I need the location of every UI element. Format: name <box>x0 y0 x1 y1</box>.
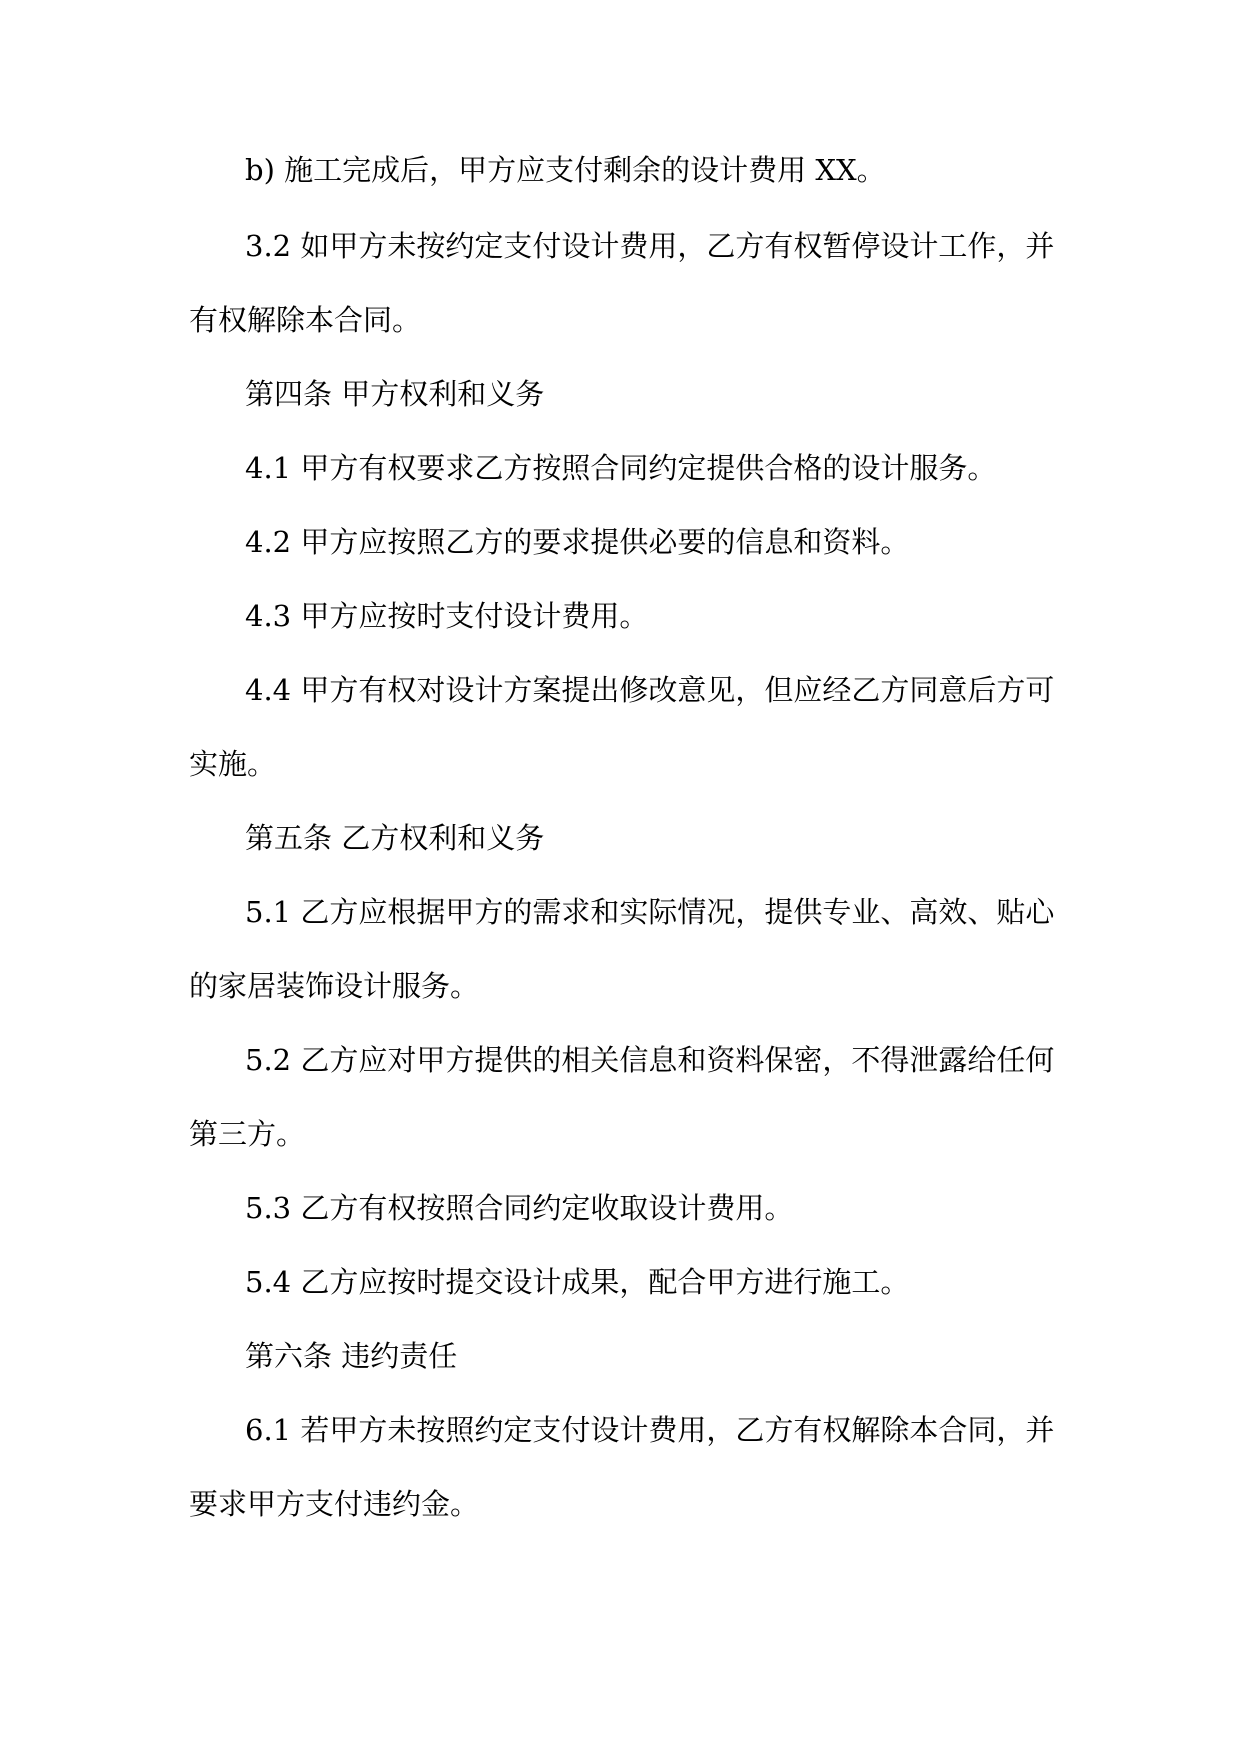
clause-5-2-line-1: 5.2 乙方应对甲方提供的相关信息和资料保密，不得泄露给任何 <box>245 1043 1055 1077</box>
clause-5-1-line-1: 5.1 乙方应根据甲方的需求和实际情况，提供专业、高效、贴心 <box>245 895 1055 929</box>
clause-3-2-line-2: 有权解除本合同。 <box>189 303 422 337</box>
clause-5-3: 5.3 乙方有权按照合同约定收取设计费用。 <box>245 1191 794 1225</box>
clause-5-2-line-2: 第三方。 <box>189 1117 306 1151</box>
clause-5-4: 5.4 乙方应按时提交设计成果，配合甲方进行施工。 <box>245 1265 910 1299</box>
article-5-heading: 第五条 乙方权利和义务 <box>245 821 545 855</box>
clause-4-4-line-1: 4.4 甲方有权对设计方案提出修改意见，但应经乙方同意后方可 <box>245 673 1055 707</box>
clause-4-4-line-2: 实施。 <box>189 747 277 781</box>
clause-4-1: 4.1 甲方有权要求乙方按照合同约定提供合格的设计服务。 <box>245 451 997 485</box>
clause-6-1-line-1: 6.1 若甲方未按照约定支付设计费用，乙方有权解除本合同，并 <box>245 1413 1055 1447</box>
clause-3-1-b: b) 施工完成后，甲方应支付剩余的设计费用 XX。 <box>245 153 886 187</box>
clause-5-1-line-2: 的家居装饰设计服务。 <box>189 969 480 1003</box>
clause-4-2: 4.2 甲方应按照乙方的要求提供必要的信息和资料。 <box>245 525 910 559</box>
clause-6-1-line-2: 要求甲方支付违约金。 <box>189 1487 480 1521</box>
clause-3-2-line-1: 3.2 如甲方未按约定支付设计费用，乙方有权暂停设计工作，并 <box>245 229 1055 263</box>
article-4-heading: 第四条 甲方权利和义务 <box>245 377 545 411</box>
article-6-heading: 第六条 违约责任 <box>245 1339 458 1373</box>
clause-4-3: 4.3 甲方应按时支付设计费用。 <box>245 599 649 633</box>
